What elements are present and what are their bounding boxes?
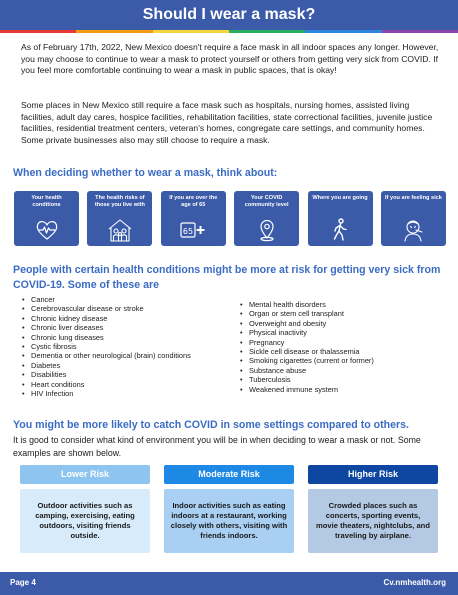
rainbow-segment — [382, 30, 458, 33]
list-item: • Sickle cell disease or thalassemia — [240, 347, 450, 356]
website-link[interactable]: Cv.nmhealth.org — [383, 578, 446, 587]
list-item: • Tuberculosis — [240, 375, 450, 384]
conditions-list-right — [240, 300, 450, 394]
list-item: • Physical inactivity — [240, 328, 450, 337]
rainbow-divider — [0, 30, 458, 33]
conditions-title: People with certain health conditions might be more at risk for getting very sick from COVID-19. Some of these are — [13, 264, 441, 291]
page-footer — [0, 572, 458, 595]
list-item: • Mental health disorders — [240, 300, 450, 309]
list-item: • Organ or stem cell transplant — [240, 309, 450, 318]
card-label: The health risks of those you live with — [94, 195, 145, 208]
card-household-risks — [87, 191, 152, 246]
page-number: Page 4 — [10, 578, 36, 587]
intro-paragraph-1: As of February 17th, 2022, New Mexico doesn't require a face mask in all indoor spaces any longer. However, you may choose to continue to wear a mask to protect yourself or others from getting very sick from COVID. If you feel more comfortable continuing to wear a mask in public spaces, that is okay! — [21, 42, 439, 76]
list-item: • Overweight and obesity — [240, 319, 450, 328]
list-item: • Diabetes — [22, 361, 232, 370]
list-item: • Cancer — [22, 295, 232, 304]
think-about-title: When deciding whether to wear a mask, think about: — [13, 167, 278, 179]
risk-description: Indoor activities such as eating indoors at a restaurant, working closely with others, visiting with friends indoors. — [164, 489, 294, 553]
sick-person-icon — [381, 217, 446, 243]
card-label: Where you are going — [312, 195, 368, 201]
list-item: • Chronic kidney disease — [22, 314, 232, 323]
think-about-cards — [14, 191, 446, 246]
age-65-plus-icon — [161, 217, 226, 243]
rainbow-segment — [153, 30, 229, 33]
risk-card-moderate — [164, 465, 294, 553]
list-item: • Weakened immune system — [240, 385, 450, 394]
risk-card-higher — [308, 465, 438, 553]
card-age-65 — [161, 191, 226, 246]
location-pin-icon — [234, 217, 299, 243]
list-item: • Substance abuse — [240, 366, 450, 375]
card-label: Your health conditions — [31, 195, 62, 208]
page-header — [0, 0, 458, 33]
intro-paragraph-2: Some places in New Mexico still require a face mask such as hospitals, nursing homes, assisted living facilities, adult day cares, hospice facilities, rehabilitation facilities, state correctional facilities, juvenile justice facilities, residential treatment centers, veteran's homes, congregate care settings, and community homes. Some private businesses also may still choose to require a mask. — [21, 100, 433, 145]
rainbow-segment — [76, 30, 152, 33]
card-where-going — [308, 191, 373, 246]
list-item: • HIV Infection — [22, 389, 232, 398]
list-item: • Smoking cigarettes (current or former) — [240, 356, 450, 365]
list-item: • Chronic liver diseases — [22, 323, 232, 332]
rainbow-segment — [229, 30, 305, 33]
settings-paragraph: It is good to consider what kind of environment you will be in when deciding to wear a mask or not. Some examples are shown below. — [13, 435, 421, 458]
rainbow-segment — [0, 30, 76, 33]
risk-description: Crowded places such as concerts, sporting events, movie theaters, nightclubs, and traveling by airplane. — [308, 489, 438, 553]
conditions-list-left — [22, 295, 232, 398]
walking-person-icon — [308, 217, 373, 243]
settings-title: You might be more likely to catch COVID in some settings compared to others. — [13, 419, 409, 431]
card-label: If you are feeling sick — [385, 195, 442, 201]
card-feeling-sick — [381, 191, 446, 246]
rainbow-segment — [305, 30, 381, 33]
risk-level-label: Moderate Risk — [164, 465, 294, 484]
list-item: • Cerebrovascular disease or stroke — [22, 304, 232, 313]
card-label: Your COVID community level — [244, 195, 289, 208]
risk-level-label: Lower Risk — [20, 465, 150, 484]
risk-level-label: Higher Risk — [308, 465, 438, 484]
risk-description: Outdoor activities such as camping, exercising, eating outdoors, visiting friends outside. — [20, 489, 150, 553]
risk-card-lower — [20, 465, 150, 553]
list-item: • Heart conditions — [22, 380, 232, 389]
heart-pulse-icon — [14, 217, 79, 243]
list-item: • Pregnancy — [240, 338, 450, 347]
card-label: If you are over the age of 65 — [169, 195, 218, 208]
card-health-conditions — [14, 191, 79, 246]
page-title: Should I wear a mask? — [142, 6, 316, 23]
family-house-icon — [87, 217, 152, 243]
list-item: • Dementia or other neurological (brain) conditions — [22, 351, 232, 360]
list-item: • Chronic lung diseases — [22, 333, 232, 342]
card-community-level — [234, 191, 299, 246]
list-item: • Disabilities — [22, 370, 232, 379]
list-item: • Cystic fibrosis — [22, 342, 232, 351]
svg-text:65: 65 — [183, 227, 194, 236]
